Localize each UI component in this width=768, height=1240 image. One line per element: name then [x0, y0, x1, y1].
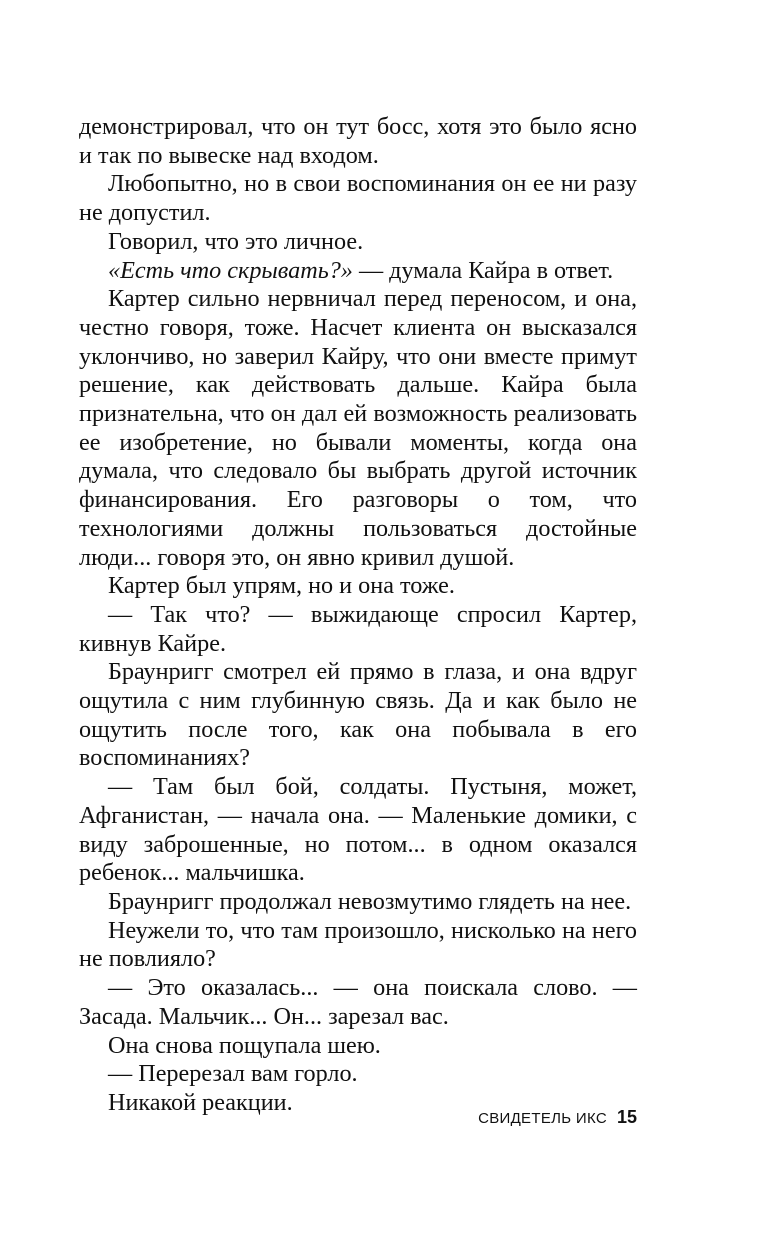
paragraph: — Так что? — выжидающе спросил Картер, кивнув Кайре.: [79, 600, 637, 657]
paragraph: Картер сильно нервничал перед переносом, и она, честно говоря, тоже. Насчет клиента он высказался уклончиво, но заверил Кайру, что они вместе примут решение, как действовать дальше. Кайра была признательна, что он дал ей возможность реализовать ее изобретение, но бывали моменты, когда она думала, что следовало бы выбрать другой источник финансирования. Его разговоры о том, что технологиями должны пользоваться достойные люди... говоря это, он явно кривил душой.: [79, 285, 637, 571]
paragraph: Говорил, что это личное.: [108, 227, 364, 255]
paragraph: Браунригг смотрел ей прямо в глаза, и она вдруг ощутила с ним глубинную связь. Да и как было не ощутить после того, как она побывала в его воспоминаниях?: [79, 658, 637, 772]
page-number: 15: [616, 1107, 637, 1127]
italic-thought: «Есть что скрывать?»: [108, 256, 353, 284]
paragraph: Никакой реакции.: [108, 1088, 293, 1116]
paragraph: — Там был бой, солдаты. Пустыня, может, Афганистан, — начала она. — Маленькие домики, с виду заброшенные, но потом... в одном оказался ребенок... мальчишка.: [79, 773, 637, 887]
paragraph: Браунригг продолжал невозмутимо глядеть на нее.: [108, 887, 632, 915]
paragraph-with-italic-quote: [79, 257, 637, 286]
book-title: СВИДЕТЕЛЬ ИКС: [478, 1110, 607, 1127]
page-body-text: [79, 113, 637, 1118]
running-footer: [478, 1107, 637, 1128]
paragraph: — Это оказалась... — она поискала слово. — Засада. Мальчик... Он... зарезал вас.: [79, 974, 637, 1030]
paragraph: Неужели то, что там произошло, нисколько на него не повлияло?: [79, 916, 637, 973]
paragraph: — Перерезал вам горло.: [108, 1060, 358, 1088]
paragraph: Картер был упрям, но и она тоже.: [108, 572, 455, 600]
paragraph-tail: — думала Кайра в ответ.: [358, 256, 614, 284]
paragraph: демонстрировал, что он тут босс, хотя это было ясно и так по вывеске над входом.: [79, 113, 637, 169]
paragraph: Она снова пощупала шею.: [108, 1031, 381, 1059]
paragraph: Любопытно, но в свои воспоминания он ее ни разу не допустил.: [79, 170, 637, 227]
